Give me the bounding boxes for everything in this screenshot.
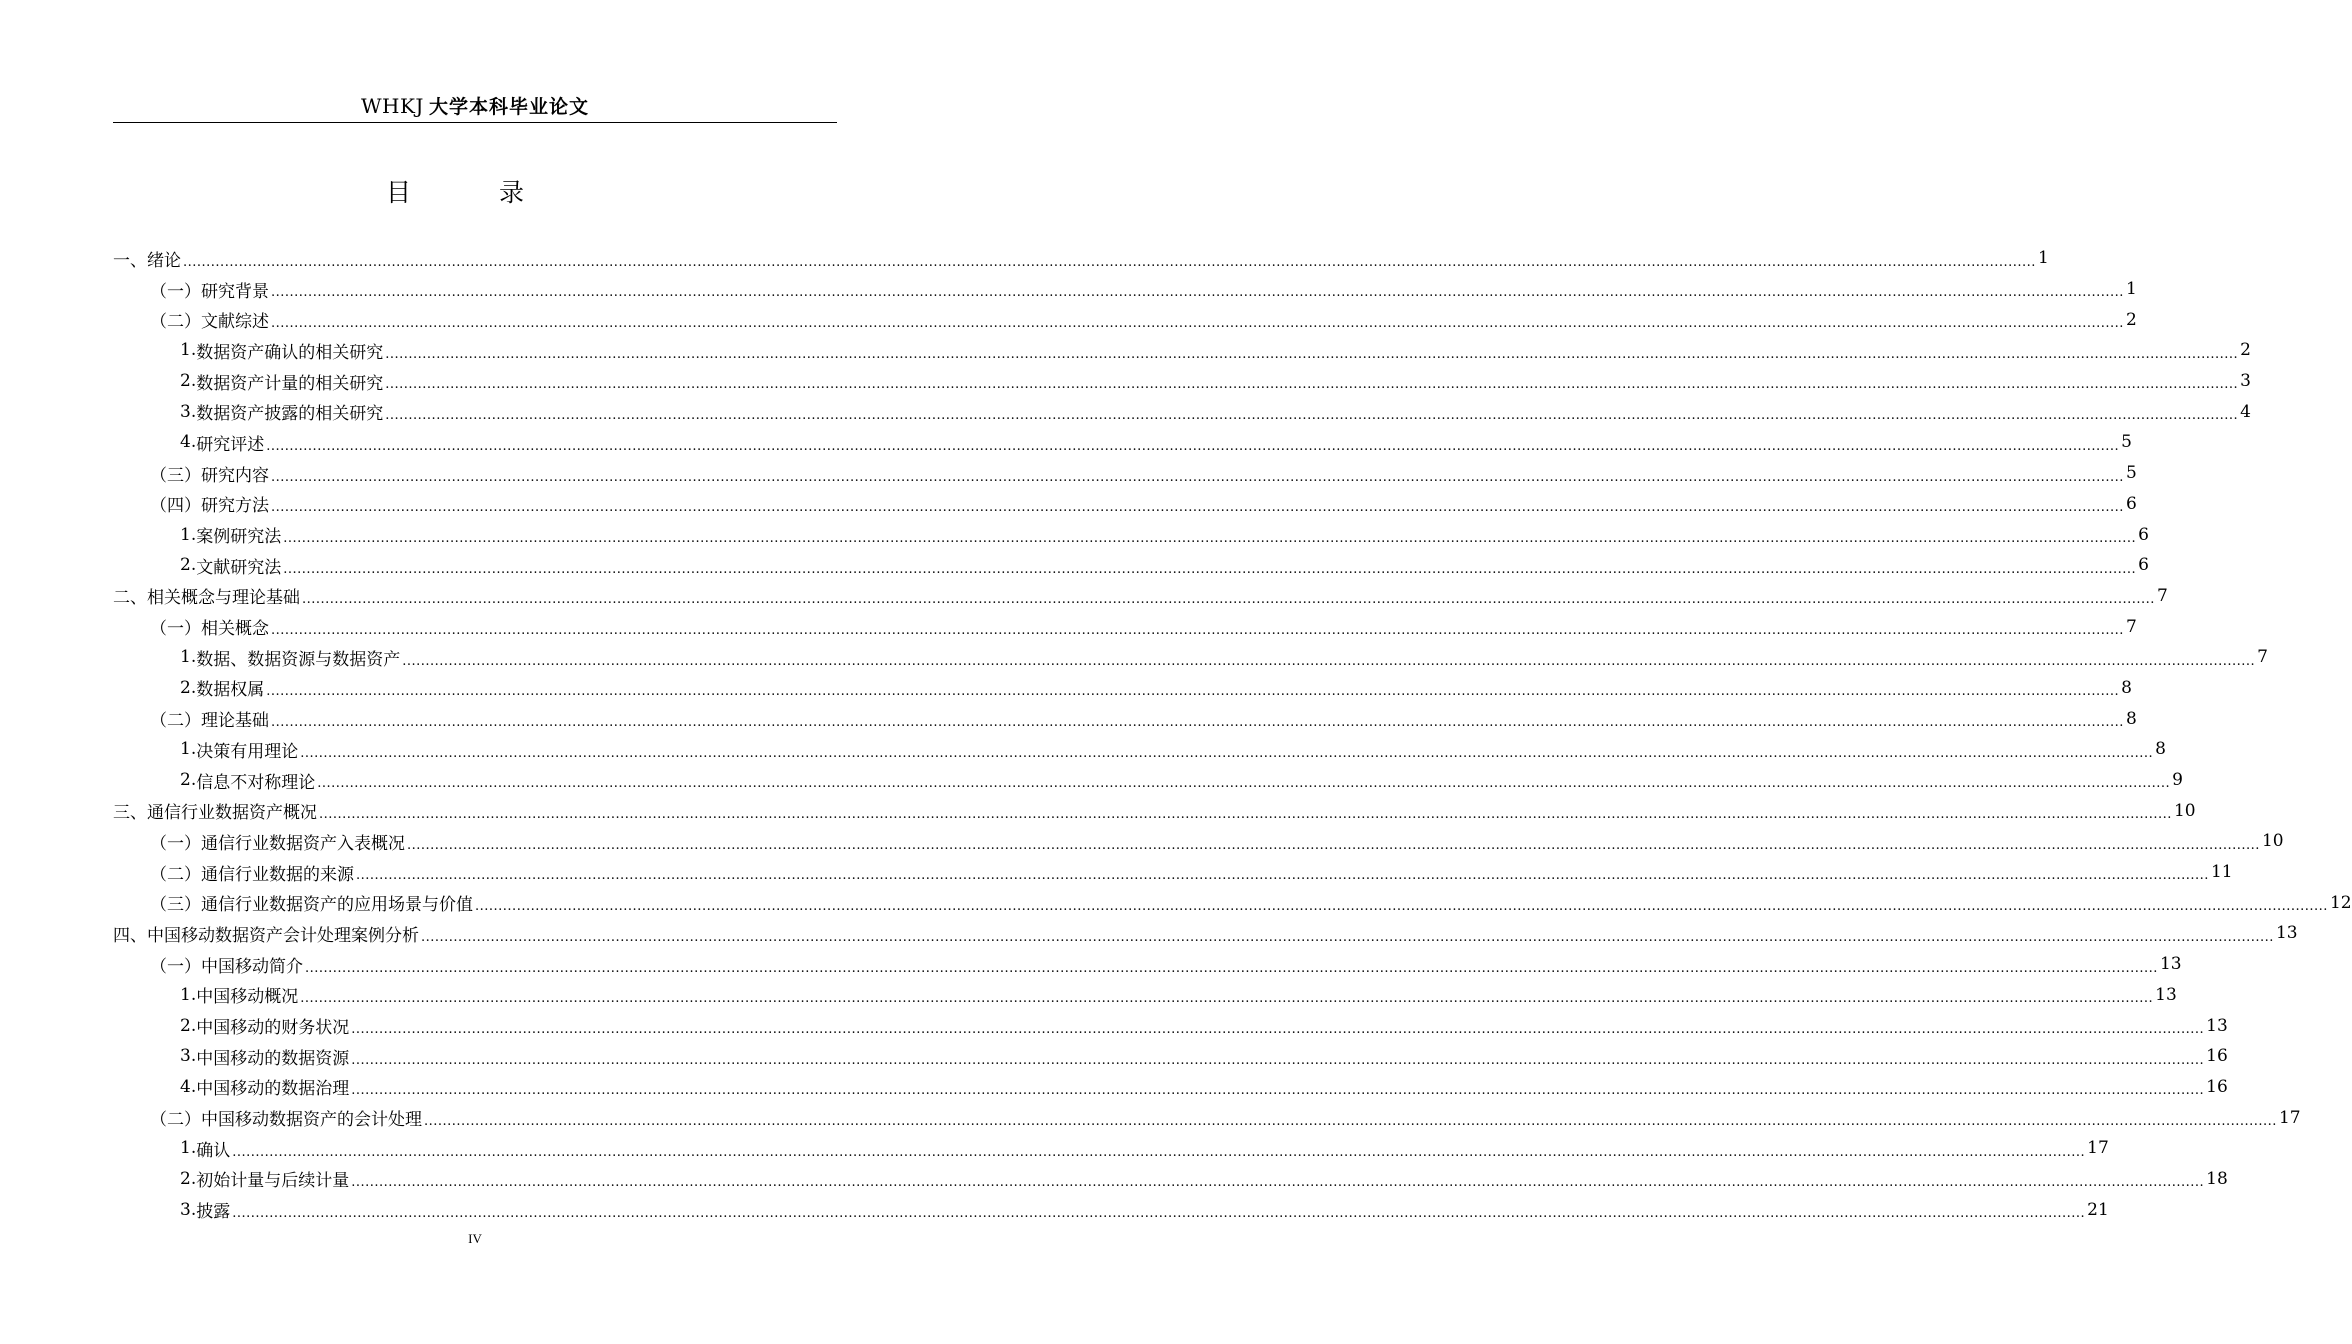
toc-entry-title: 文献综述 [201,312,269,333]
toc-entry-page: 10 [2261,831,2284,852]
toc-entry-number: 1. [180,524,197,545]
toc-entry[interactable] [113,703,2137,734]
toc-entry-title: 文献研究法 [196,557,282,578]
toc-leader-dots: ................................................................................................................................................................................................................................................................................................................................................................................................................ [266,684,2120,700]
toc-entry[interactable] [113,304,2137,335]
toc-leader-dots: ................................................................................................................................................................................................................................................................................................................................................................................................................ [424,1113,2277,1129]
toc-leader-dots: ................................................................................................................................................................................................................................................................................................................................................................................................................ [421,929,2274,945]
toc-leader-dots: ................................................................................................................................................................................................................................................................................................................................................................................................................ [385,346,2239,362]
toc-entry-title: 初始计量与后续计量 [196,1171,350,1192]
toc-entry-page: 3 [2240,371,2251,392]
toc-leader-dots: ................................................................................................................................................................................................................................................................................................................................................................................................................ [266,438,2120,454]
toc-entry-page: 16 [2206,1046,2228,1067]
toc-entry-page: 21 [2087,1199,2109,1220]
toc-entry-page: 9 [2172,770,2183,791]
toc-entry-title: 研究背景 [201,281,269,302]
toc-leader-dots: ................................................................................................................................................................................................................................................................................................................................................................................................................ [351,1083,2205,1099]
toc-entry-number: 4. [180,432,197,453]
toc-entry[interactable] [113,1133,2109,1164]
toc-entry-title: 研究方法 [201,496,269,517]
toc-entry-page: 13 [2206,1015,2228,1036]
toc-entry-title: 决策有用理论 [196,741,299,762]
toc-entry-title: 中国移动的财务状况 [196,1018,350,1039]
toc-entry-page: 6 [2138,555,2149,576]
toc-entry[interactable] [113,734,2166,765]
toc-entry-number: 1. [180,1138,197,1159]
toc-leader-dots: ................................................................................................................................................................................................................................................................................................................................................................................................................ [232,1206,2086,1221]
toc-leader-dots: ................................................................................................................................................................................................................................................................................................................................................................................................................ [283,530,2137,546]
toc-entry-number: （三） [150,465,201,486]
toc-entry-number: （一） [150,956,201,977]
toc-leader-dots: ................................................................................................................................................................................................................................................................................................................................................................................................................ [271,500,2124,516]
toc-entry-number: （二） [150,711,201,732]
toc-entry-number: （二） [150,864,201,885]
toc-entry-page: 17 [2087,1138,2109,1159]
toc-leader-dots: ................................................................................................................................................................................................................................................................................................................................................................................................................ [283,561,2137,577]
toc-entry[interactable] [113,243,2049,274]
toc-entry-page: 13 [2275,923,2298,944]
toc-entry-title: 披露 [196,1202,231,1223]
toc-entry-title: 理论基础 [201,711,269,732]
toc-leader-dots: ................................................................................................................................................................................................................................................................................................................................................................................................................ [300,991,2154,1007]
toc-entry-number: 四、 [113,925,147,946]
toc-leader-dots: ................................................................................................................................................................................................................................................................................................................................................................................................................ [271,285,2124,301]
table-of-contents [113,243,2352,1225]
toc-leader-dots: ................................................................................................................................................................................................................................................................................................................................................................................................................ [232,1144,2086,1160]
toc-entry-number: 2. [180,770,197,791]
toc-entry-page: 5 [2121,432,2132,453]
header-title: 大学本科毕业论文 [429,96,590,118]
toc-entry[interactable] [113,1194,2109,1225]
toc-entry-number: 2. [180,1168,197,1189]
toc-entry-page: 16 [2206,1076,2228,1097]
toc-entry-number: 2. [180,677,197,698]
toc-entry-page: 10 [2173,800,2196,821]
toc-entry[interactable] [113,1010,2228,1041]
toc-entry[interactable] [113,673,2132,704]
toc-leader-dots: ................................................................................................................................................................................................................................................................................................................................................................................................................ [317,776,2171,792]
toc-entry-number: （三） [150,895,201,916]
toc-entry-number: 1. [180,984,197,1005]
toc-entry-number: 1. [180,647,197,668]
toc-entry-page: 13 [2155,984,2177,1005]
toc-entry[interactable] [113,274,2137,305]
toc-entry-page: 13 [2159,954,2182,975]
toc-entry-page: 4 [2240,401,2251,422]
toc-entry[interactable] [113,1164,2228,1195]
toc-leader-dots: ................................................................................................................................................................................................................................................................................................................................................................................................................ [407,837,2260,853]
toc-entry-page: 7 [2257,647,2268,668]
toc-entry-title: 中国移动的数据治理 [196,1079,350,1100]
toc-entry-page: 2 [2125,309,2137,330]
toc-leader-dots: ................................................................................................................................................................................................................................................................................................................................................................................................................ [271,622,2124,638]
toc-entry-page: 1 [2037,248,2049,269]
toc-entry[interactable] [113,918,2298,949]
toc-entry-page: 8 [2125,708,2137,729]
toc-leader-dots: ................................................................................................................................................................................................................................................................................................................................................................................................................ [183,254,2036,270]
toc-entry-page: 7 [2156,585,2168,606]
toc-leader-dots: ................................................................................................................................................................................................................................................................................................................................................................................................................ [271,469,2124,485]
toc-entry[interactable] [113,826,2284,857]
toc-entry[interactable] [113,1041,2228,1072]
toc-entry-title: 通信行业数据资产入表概况 [201,833,405,854]
toc-entry[interactable] [113,611,2137,642]
toc-entry-title: 数据权属 [196,680,265,701]
toc-leader-dots: ................................................................................................................................................................................................................................................................................................................................................................................................................ [300,745,2154,761]
toc-leader-dots: ................................................................................................................................................................................................................................................................................................................................................................................................................ [385,377,2239,393]
toc-leader-dots: ................................................................................................................................................................................................................................................................................................................................................................................................................ [402,653,2256,669]
toc-entry-number: （四） [150,496,201,517]
toc-entry[interactable] [113,550,2149,581]
toc-entry-title: 相关概念 [201,619,269,640]
toc-leader-dots: ................................................................................................................................................................................................................................................................................................................................................................................................................ [271,715,2124,730]
toc-entry-page: 1 [2125,279,2137,300]
toc-leader-dots: ................................................................................................................................................................................................................................................................................................................................................................................................................ [351,1052,2205,1068]
toc-entry[interactable] [113,949,2182,980]
toc-leader-dots: ................................................................................................................................................................................................................................................................................................................................................................................................................ [351,1021,2205,1037]
toc-entry-number: 3. [180,1046,197,1067]
toc-entry-title: 通信行业数据资产概况 [147,803,317,824]
toc-leader-dots: ................................................................................................................................................................................................................................................................................................................................................................................................................ [385,408,2239,424]
toc-entry-title: 中国移动概况 [196,987,299,1008]
toc-entry-title: 中国移动数据资产的会计处理 [201,1110,422,1131]
toc-entry-title: 中国移动的数据资源 [196,1048,350,1069]
toc-entry-page: 8 [2121,677,2132,698]
toc-leader-dots: ................................................................................................................................................................................................................................................................................................................................................................................................................ [305,960,2158,976]
toc-entry-title: 研究评述 [196,434,265,455]
toc-entry-title: 相关概念与理论基础 [147,588,300,609]
toc-entry-title: 研究内容 [201,465,269,486]
toc-entry[interactable] [113,1072,2228,1103]
toc-entry-number: （二） [150,312,201,333]
toc-entry-number: 二、 [113,588,147,609]
toc-entry[interactable] [113,765,2183,796]
toc-entry-number: 1. [180,340,197,361]
toc-leader-dots: ................................................................................................................................................................................................................................................................................................................................................................................................................ [302,592,2155,608]
page-header [113,92,837,123]
toc-entry[interactable] [113,458,2137,489]
toc-entry-title: 通信行业数据的来源 [201,864,354,885]
toc-entry-title: 数据、数据资源与数据资产 [196,649,401,670]
toc-entry-page: 2 [2240,340,2251,361]
toc-entry-title: 中国移动简介 [201,956,303,977]
header-latin: WHKJ [360,94,424,118]
toc-entry-number: 2. [180,371,197,392]
toc-entry-number: 一、 [113,250,147,271]
toc-leader-dots: ................................................................................................................................................................................................................................................................................................................................................................................................................ [271,316,2124,332]
toc-entry[interactable] [113,795,2196,826]
toc-entry-page: 12 [2329,892,2352,913]
toc-leader-dots: ................................................................................................................................................................................................................................................................................................................................................................................................................ [475,899,2328,915]
toc-entry[interactable] [113,396,2251,427]
toc-entry-page: 7 [2125,616,2137,637]
toc-entry[interactable] [113,366,2251,397]
toc-entry[interactable] [113,427,2132,458]
toc-entry[interactable] [113,980,2177,1011]
toc-entry-title: 案例研究法 [196,527,282,548]
toc-entry-title: 通信行业数据资产的应用场景与价值 [201,895,473,916]
toc-entry[interactable] [113,335,2251,366]
toc-entry-number: 三、 [113,803,147,824]
toc-entry-number: 3. [180,401,197,422]
toc-leader-dots: ................................................................................................................................................................................................................................................................................................................................................................................................................ [356,868,2209,884]
toc-entry-page: 11 [2210,862,2233,883]
toc-entry-page: 8 [2155,739,2166,760]
toc-entry-number: 2. [180,1015,197,1036]
toc-leader-dots: ................................................................................................................................................................................................................................................................................................................................................................................................................ [319,807,2172,823]
toc-entry-page: 18 [2206,1168,2228,1189]
toc-entry-title: 信息不对称理论 [196,772,316,793]
toc-entry-page: 6 [2138,524,2149,545]
toc-entry-page: 17 [2278,1107,2301,1128]
toc-entry-page: 6 [2125,493,2137,514]
toc-entry[interactable] [113,642,2268,673]
toc-entry-title: 数据资产披露的相关研究 [196,404,384,425]
toc-leader-dots: ................................................................................................................................................................................................................................................................................................................................................................................................................ [351,1175,2205,1191]
toc-entry-number: 1. [180,739,197,760]
toc-entry[interactable] [113,887,2352,918]
toc-entry-title: 绪论 [147,250,181,271]
toc-entry-number: 2. [180,555,197,576]
toc-entry-number: 3. [180,1199,197,1220]
toc-entry-title: 确认 [196,1140,231,1161]
toc-entry[interactable] [113,1102,2301,1133]
toc-entry-number: （二） [150,1110,201,1131]
toc-entry-number: （一） [150,619,201,640]
toc-entry[interactable] [113,519,2149,550]
toc-entry-number: （一） [150,281,201,302]
page-number: IV [468,1231,482,1246]
toc-entry-number: 4. [180,1076,197,1097]
toc-entry-title: 数据资产计量的相关研究 [196,373,384,394]
toc-entry-title: 中国移动数据资产会计处理案例分析 [147,925,419,946]
toc-entry[interactable] [113,857,2233,888]
toc-entry-number: （一） [150,833,201,854]
page-title: 目 录 [386,178,564,207]
toc-entry-title: 数据资产确认的相关研究 [196,342,384,363]
toc-entry[interactable] [113,489,2137,520]
toc-entry-page: 5 [2125,463,2137,484]
toc-entry[interactable] [113,581,2168,612]
